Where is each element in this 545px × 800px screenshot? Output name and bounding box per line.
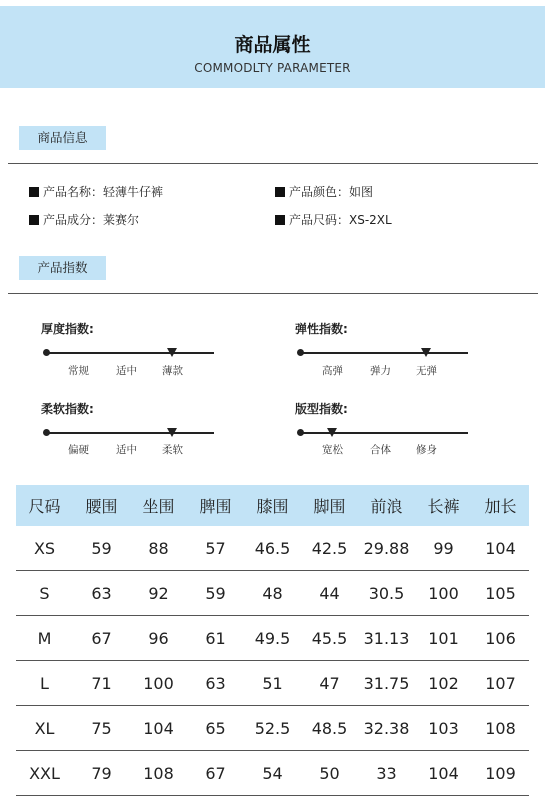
slider-option: 柔软 bbox=[162, 444, 183, 456]
table-cell: 106 bbox=[485, 628, 516, 648]
slider-option: 弹力 bbox=[370, 365, 391, 377]
slider-marker-icon bbox=[167, 348, 177, 357]
info-product-color: 产品颜色：如图 bbox=[275, 183, 373, 200]
index-title-fit: 版型指数: bbox=[295, 402, 348, 416]
size-table bbox=[16, 485, 529, 796]
section-label-product-info: 商品信息 bbox=[19, 126, 106, 150]
slider-option: 修身 bbox=[416, 444, 437, 456]
table-cell: 104 bbox=[485, 538, 516, 558]
table-cell: 46.5 bbox=[254, 538, 291, 558]
square-bullet-icon bbox=[275, 187, 285, 197]
table-cell: 31.75 bbox=[363, 673, 410, 693]
table-cell: 44 bbox=[319, 583, 340, 603]
index-title-thickness: 厚度指数: bbox=[41, 322, 94, 336]
table-cell: 63 bbox=[205, 673, 226, 693]
table-header-cell: 长裤 bbox=[427, 497, 460, 516]
table-cell: 57 bbox=[205, 538, 226, 558]
page-header bbox=[0, 6, 545, 88]
table-cell: 99 bbox=[433, 538, 454, 558]
square-bullet-icon bbox=[275, 215, 285, 225]
table-header-cell: 坐围 bbox=[142, 497, 175, 516]
table-cell: 104 bbox=[428, 763, 459, 783]
table-row bbox=[16, 616, 529, 661]
table-cell: 100 bbox=[143, 673, 174, 693]
slider-track bbox=[300, 432, 468, 434]
table-cell: 31.13 bbox=[363, 628, 410, 648]
divider bbox=[8, 163, 538, 164]
section-label-product-index: 产品指数 bbox=[19, 256, 106, 280]
table-cell: 59 bbox=[205, 583, 226, 603]
slider-marker-icon bbox=[167, 428, 177, 437]
table-cell: 33 bbox=[376, 763, 397, 783]
table-cell: 104 bbox=[143, 718, 174, 738]
table-cell: 59 bbox=[91, 538, 112, 558]
table-cell: 88 bbox=[148, 538, 169, 558]
table-cell: 48 bbox=[262, 583, 283, 603]
table-row bbox=[16, 571, 529, 616]
table-cell: 105 bbox=[485, 583, 516, 603]
size-label-cell: XXL bbox=[29, 763, 60, 783]
info-product-size: 产品尺码：XS-2XL bbox=[275, 211, 392, 228]
table-cell: 61 bbox=[205, 628, 226, 648]
table-cell: 75 bbox=[91, 718, 112, 738]
page-subtitle: COMMODLTY PARAMETER bbox=[194, 61, 351, 75]
square-bullet-icon bbox=[29, 215, 39, 225]
slider-option: 宽松 bbox=[322, 444, 343, 456]
table-cell: 108 bbox=[485, 718, 516, 738]
table-cell: 45.5 bbox=[311, 628, 348, 648]
table-header-cell: 脚围 bbox=[313, 497, 346, 516]
slider-option: 高弹 bbox=[322, 365, 343, 377]
table-cell: 103 bbox=[428, 718, 459, 738]
table-row bbox=[16, 706, 529, 751]
page-title: 商品属性 bbox=[234, 34, 311, 56]
table-header-cell: 尺码 bbox=[28, 497, 61, 516]
index-title-softness: 柔软指数: bbox=[41, 402, 94, 416]
table-cell: 101 bbox=[428, 628, 459, 648]
table-cell: 67 bbox=[91, 628, 112, 648]
slider-option: 常规 bbox=[68, 365, 89, 377]
slider-option: 合体 bbox=[370, 444, 391, 456]
table-row bbox=[16, 751, 529, 796]
table-cell: 47 bbox=[319, 673, 340, 693]
table-cell: 30.5 bbox=[368, 583, 405, 603]
table-cell: 107 bbox=[485, 673, 516, 693]
slider-track bbox=[300, 352, 468, 354]
table-header-cell: 膝围 bbox=[256, 497, 289, 516]
size-label-cell: M bbox=[37, 628, 52, 648]
table-cell: 51 bbox=[262, 673, 283, 693]
table-cell: 54 bbox=[262, 763, 283, 783]
table-cell: 48.5 bbox=[311, 718, 348, 738]
table-body bbox=[16, 526, 529, 796]
slider-track bbox=[46, 352, 214, 354]
table-cell: 108 bbox=[143, 763, 174, 783]
table-cell: 32.38 bbox=[363, 718, 410, 738]
info-product-material: 产品成分：莱赛尔 bbox=[29, 211, 139, 228]
table-cell: 65 bbox=[205, 718, 226, 738]
table-header-row bbox=[16, 485, 529, 526]
table-cell: 92 bbox=[148, 583, 169, 603]
table-cell: 109 bbox=[485, 763, 516, 783]
table-cell: 67 bbox=[205, 763, 226, 783]
slider-option: 无弹 bbox=[416, 365, 437, 377]
index-title-elasticity: 弹性指数: bbox=[295, 322, 348, 336]
slider-track bbox=[46, 432, 214, 434]
table-row bbox=[16, 661, 529, 706]
table-cell: 42.5 bbox=[311, 538, 348, 558]
size-label-cell: S bbox=[39, 583, 50, 603]
table-cell: 52.5 bbox=[254, 718, 291, 738]
table-cell: 100 bbox=[428, 583, 459, 603]
slider-marker-icon bbox=[327, 428, 337, 437]
table-cell: 71 bbox=[91, 673, 112, 693]
divider bbox=[8, 293, 538, 294]
info-product-name: 产品名称：轻薄牛仔裤 bbox=[29, 183, 163, 200]
table-cell: 29.88 bbox=[363, 538, 410, 558]
table-header-cell: 腰围 bbox=[85, 497, 118, 516]
size-label-cell: XS bbox=[33, 538, 56, 558]
size-label-cell: L bbox=[40, 673, 49, 693]
table-row bbox=[16, 526, 529, 571]
slider-marker-icon bbox=[421, 348, 431, 357]
table-cell: 96 bbox=[148, 628, 169, 648]
table-cell: 49.5 bbox=[254, 628, 291, 648]
slider-option: 适中 bbox=[116, 365, 137, 377]
table-header-cell: 脾围 bbox=[199, 497, 232, 516]
table-cell: 102 bbox=[428, 673, 459, 693]
slider-option: 适中 bbox=[116, 444, 137, 456]
table-header-cell: 加长 bbox=[484, 497, 517, 516]
slider-option: 薄款 bbox=[162, 365, 183, 377]
table-cell: 63 bbox=[91, 583, 112, 603]
square-bullet-icon bbox=[29, 187, 39, 197]
table-cell: 50 bbox=[319, 763, 340, 783]
slider-option: 偏硬 bbox=[68, 444, 89, 456]
table-header-cell: 前浪 bbox=[370, 497, 403, 516]
size-label-cell: XL bbox=[34, 718, 55, 738]
table-cell: 79 bbox=[91, 763, 112, 783]
